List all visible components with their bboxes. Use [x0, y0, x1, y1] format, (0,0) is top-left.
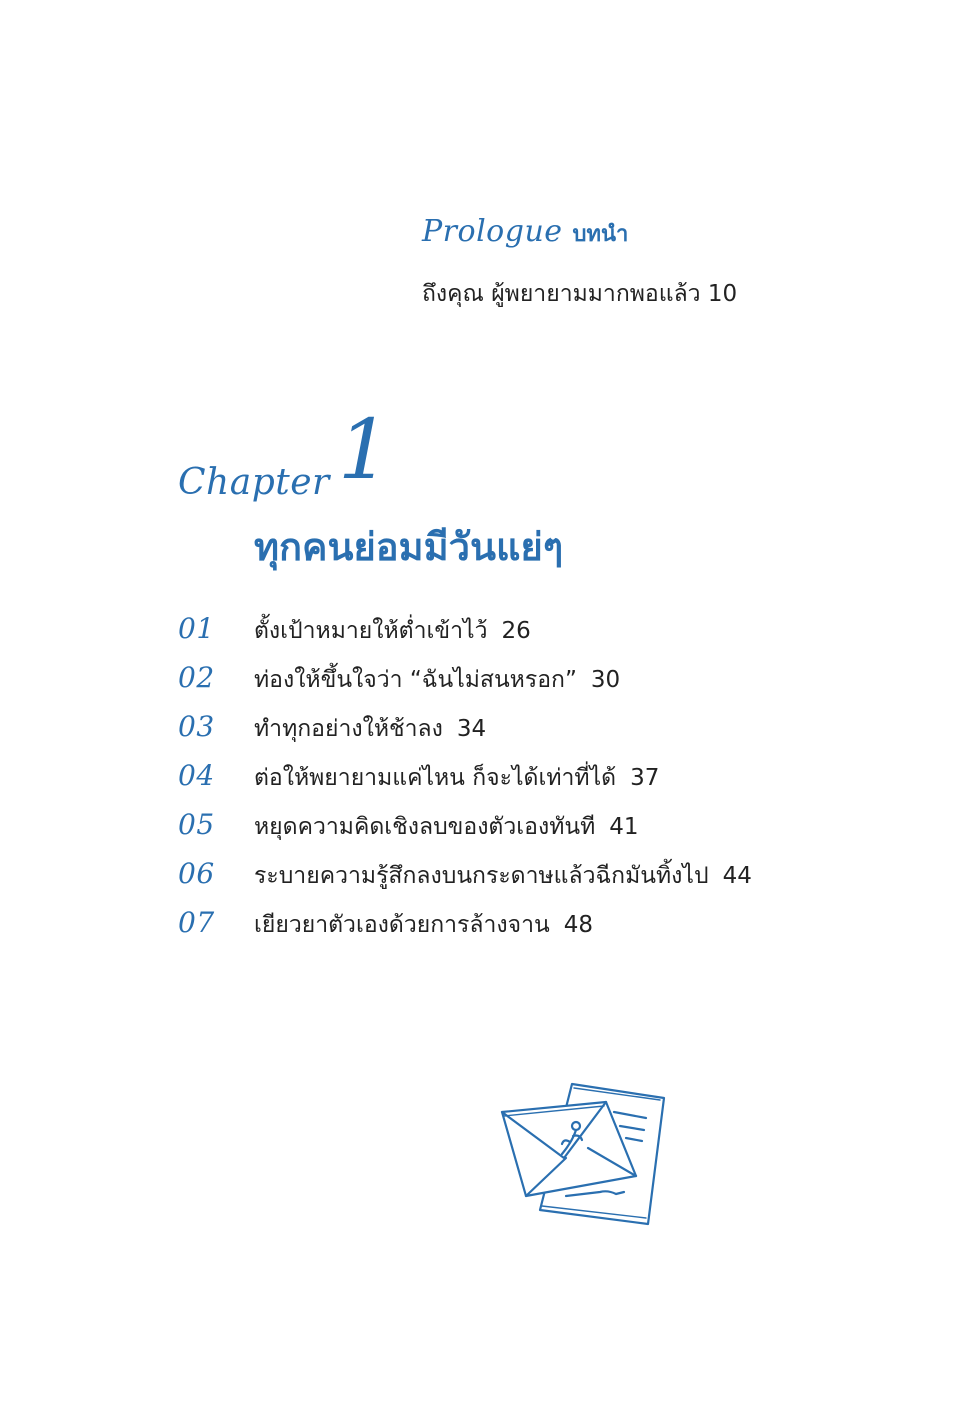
prologue-entry[interactable]: ถึงคุณ ผู้พยายามมากพอแล้ว 10 [422, 281, 738, 307]
toc-item-number: 06 [178, 857, 215, 890]
toc-item[interactable] [178, 759, 818, 808]
toc-item-title: ทำทุกอย่างให้ช้าลง [254, 716, 443, 742]
prologue-section [422, 214, 842, 312]
toc-item-page: 41 [609, 814, 639, 840]
envelope-letters-icon [496, 1078, 672, 1228]
toc-item[interactable] [178, 808, 818, 857]
toc-item-page: 30 [590, 667, 621, 693]
chapter-script-label: Chapter [178, 462, 330, 503]
toc-item-page: 37 [630, 765, 660, 791]
chapter-title: ทุกคนย่อมมีวันแย่ๆ [254, 525, 564, 569]
toc-item-page: 44 [722, 863, 752, 889]
toc-item-title: ตั้งเป้าหมายให้ต่ำเข้าไว้ [254, 618, 488, 644]
chapter-heading [178, 403, 578, 520]
prologue-title: บทนำ [572, 222, 629, 247]
toc-item-title: ต่อให้พยายามแค่ไหน ก็จะได้เท่าที่ได้ [254, 765, 617, 791]
toc-item-number: 05 [178, 808, 215, 841]
toc-item[interactable] [178, 906, 818, 955]
toc-item-number: 01 [178, 612, 215, 645]
prologue-script-label: Prologue [422, 214, 563, 249]
toc-item-page: 26 [501, 618, 531, 644]
toc-item[interactable] [178, 661, 818, 710]
toc-item[interactable] [178, 612, 818, 661]
toc-item-page: 48 [563, 912, 594, 938]
toc-item[interactable] [178, 857, 818, 906]
toc-item-title: หยุดความคิดเชิงลบของตัวเองทันที [254, 814, 596, 840]
prologue-heading [422, 214, 842, 266]
toc-item-number: 02 [178, 661, 215, 694]
toc-item-title: ระบายความรู้สึกลงบนกระดาษแล้วฉีกมันทิ้งไป [254, 863, 709, 889]
toc-item[interactable] [178, 710, 818, 759]
toc-item-page: 34 [456, 716, 487, 742]
chapter-number: 1 [338, 403, 391, 498]
toc-item-title: เยียวยาตัวเองด้วยการล้างจาน [254, 912, 550, 938]
toc-item-number: 03 [178, 710, 215, 743]
toc-item-number: 07 [178, 906, 215, 939]
toc-item-title: ท่องให้ขึ้นใจว่า “ฉันไม่สนหรอก” [254, 667, 577, 693]
toc-item-number: 04 [178, 759, 215, 792]
table-of-contents [178, 612, 818, 955]
